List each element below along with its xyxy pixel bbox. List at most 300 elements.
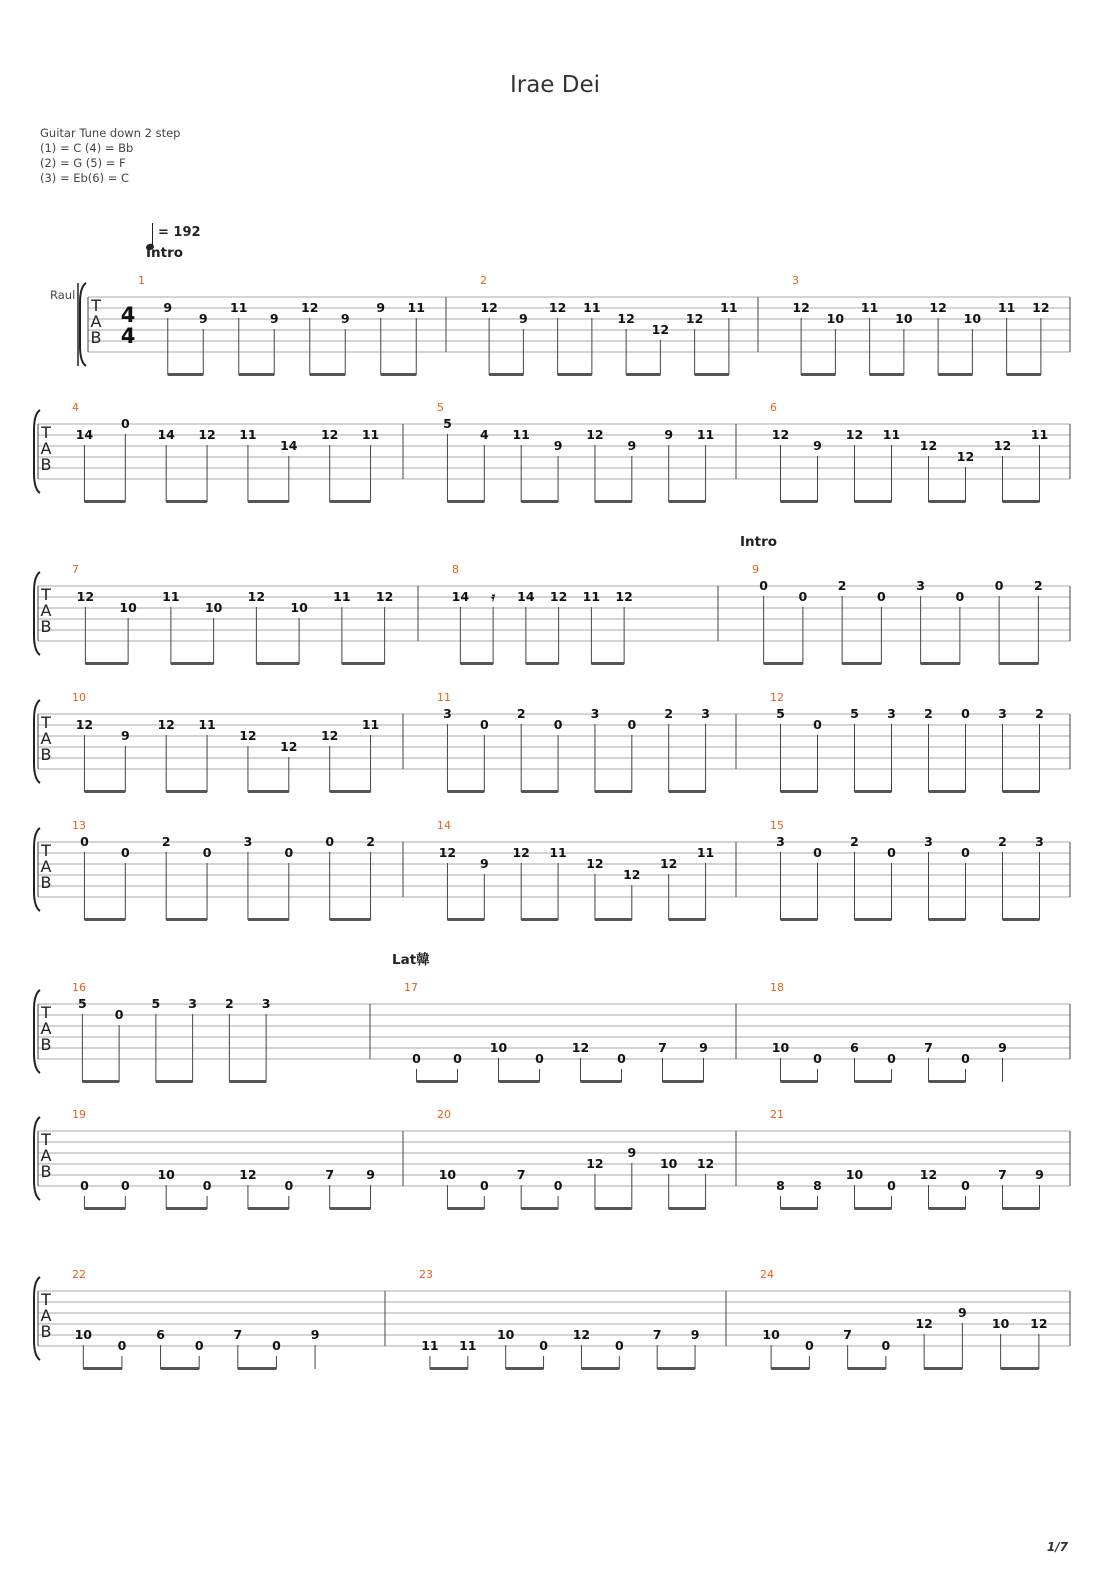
tab-clef-letter: A [40,439,52,458]
beam [842,662,881,665]
beam [161,1367,200,1370]
fret-number: 𝄿 [491,589,496,604]
fret-number: 10 [895,311,913,326]
tab-clef-letter: B [40,455,52,474]
beam [171,662,214,665]
fret-number: 0 [479,1178,489,1193]
track-name: Raul [50,288,76,302]
fret-number: 9 [340,311,350,326]
fret-number: 12 [623,867,641,882]
beam [595,500,632,503]
fret-number: 2 [924,706,933,721]
fret-number: 2 [664,706,674,721]
beam [83,1367,122,1370]
measure-number: 2 [480,274,487,287]
fret-number: 0 [453,1051,462,1066]
fret-number: 12 [480,300,498,315]
fret-number: 14 [157,427,175,442]
fret-number: 11 [239,427,257,442]
fret-number: 0 [887,845,896,860]
beam [238,1367,277,1370]
beam [447,1207,484,1210]
fret-number: 12 [696,1156,715,1171]
fret-number: 10 [771,1040,790,1055]
fret-number: 12 [301,300,319,315]
beam [84,918,125,921]
beam [521,500,558,503]
system-brace [34,572,40,655]
beam [1003,500,1040,503]
fret-number: 0 [553,1178,563,1193]
fret-number: 12 [586,427,604,442]
fret-number: 12 [586,1156,604,1171]
measure-number: 15 [770,819,784,832]
fret-number: 12 [239,1167,257,1182]
fret-number: 12 [320,728,339,743]
beam [855,790,892,793]
fret-number: 3 [590,706,600,721]
tab-clef-letter: B [40,617,52,636]
fret-number: 11 [421,1338,439,1353]
measure-number: 14 [437,819,451,832]
fret-number: 11 [198,717,216,732]
tab-clef-letter: B [90,328,102,347]
measure-number: 19 [72,1108,86,1121]
beam [921,662,960,665]
beam [764,662,803,665]
fret-number: 9 [813,438,822,453]
tab-clef-letter: T [41,1003,51,1022]
beam [781,918,818,921]
tab-clef-letter: B [40,873,52,892]
fret-number: 9 [627,1145,637,1160]
fret-number: 12 [247,589,266,604]
fret-number: 10 [157,1167,175,1182]
beam [801,373,835,376]
fret-number: 10 [204,600,223,615]
beam [1003,790,1040,793]
fret-number: 11 [459,1338,477,1353]
fret-number: 10 [119,600,137,615]
measure-number: 23 [419,1268,433,1281]
beam [506,1367,544,1370]
fret-number: 0 [202,1178,212,1193]
tab-clef-letter: T [41,841,51,860]
beam [248,918,289,921]
beam [381,373,417,376]
fret-number: 11 [333,589,351,604]
fret-number: 10 [845,1167,864,1182]
tab-clef-letter: B [40,1035,52,1054]
fret-number: 0 [887,1178,896,1193]
fret-number: 0 [813,1051,822,1066]
fret-number: 12 [549,589,568,604]
tab-clef-letter: A [40,1306,52,1325]
beam [695,373,729,376]
fret-number: 14 [280,438,298,453]
fret-number: 11 [162,589,180,604]
beam [929,1207,966,1210]
beam [781,500,818,503]
fret-number: 12 [1030,1316,1048,1331]
fret-number: 9 [310,1327,320,1342]
beam [521,790,558,793]
fret-number: 3 [443,706,452,721]
time-signature-bottom: 4 [120,324,136,348]
tuning-line: (1) = C (4) = Bb [40,141,134,155]
fret-number: 9 [998,1040,1007,1055]
beam [310,373,346,376]
fret-number: 7 [843,1327,852,1342]
beam [669,918,706,921]
fret-number: 9 [366,1167,375,1182]
fret-number: 3 [243,834,253,849]
beam [447,918,484,921]
beam [1003,1207,1040,1210]
fret-number: 12 [919,1167,938,1182]
fret-number: 0 [961,845,970,860]
fret-number: 0 [284,845,294,860]
measure-number: 6 [770,401,777,414]
fret-number: 12 [438,845,457,860]
beam [85,662,128,665]
fret-number: 11 [230,300,248,315]
beam [166,790,207,793]
beam [342,662,385,665]
fret-number: 12 [76,589,95,604]
fret-number: 0 [813,717,822,732]
beam [855,1080,892,1083]
measure-number: 7 [72,563,79,576]
fret-number: 11 [407,300,425,315]
fret-number: 5 [151,996,161,1011]
fret-number: 0 [798,589,808,604]
fret-number: 11 [1030,427,1049,442]
beam [999,662,1038,665]
fret-number: 11 [361,717,380,732]
fret-number: 9 [627,438,637,453]
tab-clef-letter: A [40,601,52,620]
fret-number: 0 [194,1338,204,1353]
beam [855,918,892,921]
fret-number: 4 [479,427,489,442]
fret-number: 9 [690,1327,700,1342]
fret-number: 3 [701,706,710,721]
beam [166,1207,207,1210]
fret-number: 2 [998,834,1007,849]
fret-number: 2 [516,706,526,721]
section-label: Intro [146,245,184,261]
beam [781,1207,818,1210]
fret-number: 6 [850,1040,859,1055]
fret-number: 0 [994,578,1004,593]
fret-number: 0 [961,1178,970,1193]
measure-number: 21 [770,1108,784,1121]
fret-number: 12 [239,728,257,743]
fret-number: 12 [512,845,530,860]
fret-number: 14 [517,589,535,604]
measure-number: 16 [72,981,86,994]
system-brace [34,410,40,493]
fret-number: 0 [813,845,822,860]
beam [330,1207,371,1210]
beam [771,1367,809,1370]
fret-number: 0 [539,1338,548,1353]
measure-number: 13 [72,819,86,832]
fret-number: 10 [991,1316,1010,1331]
beam [84,500,125,503]
time-signature-top: 4 [120,303,136,327]
measure-number: 11 [437,691,451,704]
fret-number: 11 [696,845,715,860]
fret-number: 10 [438,1167,457,1182]
beam [870,373,904,376]
fret-number: 0 [284,1178,294,1193]
beam [591,662,624,665]
fret-number: 2 [1034,578,1043,593]
fret-number: 0 [614,1338,624,1353]
tuning-line: (3) = Eb(6) = C [40,171,130,185]
fret-number: 12 [157,717,175,732]
tab-clef-letter: T [41,713,51,732]
fret-number: 0 [535,1051,544,1066]
fret-number: 12 [845,427,864,442]
fret-number: 10 [489,1040,508,1055]
tab-clef-letter: T [41,423,51,442]
fret-number: 9 [163,300,173,315]
fret-number: 2 [837,578,847,593]
beam [595,1207,632,1210]
fret-number: 0 [877,589,886,604]
beam [248,1207,289,1210]
fret-number: 0 [120,1178,130,1193]
beam [558,373,592,376]
fret-number: 12 [198,427,216,442]
beam [526,662,559,665]
fret-number: 6 [156,1327,165,1342]
fret-number: 12 [75,717,94,732]
fret-number: 12 [375,589,394,604]
fret-number: 3 [188,996,197,1011]
fret-number: 0 [961,706,970,721]
beam [229,1080,266,1083]
fret-number: 7 [325,1167,335,1182]
fret-number: 9 [269,311,279,326]
fret-number: 8 [776,1178,785,1193]
fret-number: 12 [919,438,938,453]
beam [595,790,632,793]
beam [521,918,558,921]
beam [855,1207,892,1210]
beam [330,500,371,503]
measure-number: 17 [404,981,418,994]
fret-number: 12 [915,1316,933,1331]
measure-number: 9 [752,563,759,576]
fret-number: 3 [776,834,785,849]
fret-number: 9 [376,300,386,315]
tab-clef-letter: A [40,857,52,876]
tab-clef-letter: A [40,729,52,748]
fret-number: 12 [571,1040,590,1055]
fret-number: 11 [720,300,738,315]
fret-number: 12 [548,300,567,315]
beam [248,790,289,793]
fret-number: 2 [161,834,171,849]
tempo-marking: = 192 [158,225,201,240]
fret-number: 3 [887,706,896,721]
fret-number: 11 [582,589,601,604]
fret-number: 0 [80,834,89,849]
beam [663,1080,704,1083]
beam [84,1207,125,1210]
fret-number: 0 [272,1338,281,1353]
beam [669,500,706,503]
fret-number: 7 [652,1327,662,1342]
fret-number: 12 [586,856,604,871]
fret-number: 3 [924,834,933,849]
measure-number: 18 [770,981,784,994]
beam [855,500,892,503]
tab-clef-letter: B [40,1322,52,1341]
tab-clef-letter: A [40,1146,52,1165]
beam [669,1207,706,1210]
fret-number: 9 [699,1040,708,1055]
measure-number: 10 [72,691,86,704]
fret-number: 9 [519,311,528,326]
fret-number: 9 [1035,1167,1044,1182]
fret-number: 11 [860,300,879,315]
fret-number: 2 [366,834,375,849]
beam [166,500,207,503]
page-number: 1/7 [1046,1540,1068,1554]
fret-number: 14 [75,427,94,442]
beam [256,662,299,665]
song-title: Irae Dei [509,72,601,98]
tab-clef-letter: T [41,1130,51,1149]
measure-number: 8 [452,563,459,576]
beam [168,373,204,376]
fret-number: 12 [685,311,704,326]
fret-number: 0 [961,1051,970,1066]
beam [84,790,125,793]
fret-number: 10 [496,1327,515,1342]
beam [82,1080,119,1083]
tab-clef-letter: T [41,1290,51,1309]
fret-number: 0 [117,1338,127,1353]
beam [929,918,966,921]
section-label: Lat韓 [392,952,430,968]
fret-number: 5 [776,706,785,721]
beam [447,790,484,793]
beam [581,1080,622,1083]
beam [417,1080,458,1083]
beam [430,1367,468,1370]
fret-number: 5 [443,416,452,431]
fret-number: 0 [759,578,768,593]
beam [669,790,706,793]
fret-number: 0 [617,1051,626,1066]
beam [929,790,966,793]
fret-number: 12 [993,438,1012,453]
measure-number: 1 [138,274,145,287]
fret-number: 0 [887,1051,896,1066]
beam [581,1367,619,1370]
beam [248,500,289,503]
fret-number: 11 [583,300,601,315]
measure-number: 3 [792,274,799,287]
beam [781,790,818,793]
fret-number: 10 [659,1156,678,1171]
fret-number: 0 [120,416,130,431]
section-label: Intro [740,534,778,550]
fret-number: 2 [1035,706,1044,721]
tab-clef-letter: T [91,296,101,315]
beam [499,1080,540,1083]
fret-number: 2 [850,834,859,849]
beam [166,918,207,921]
system-brace [34,990,40,1073]
fret-number: 11 [361,427,380,442]
fret-number: 12 [280,739,298,754]
beam [460,662,493,665]
fret-number: 3 [998,706,1007,721]
tuning-line: (2) = G (5) = F [40,156,126,170]
beam [1007,373,1041,376]
beam [330,918,371,921]
fret-number: 10 [963,311,982,326]
fret-number: 9 [664,427,674,442]
system-brace [34,700,40,783]
fret-number: 10 [74,1327,93,1342]
tab-clef-letter: B [40,1162,52,1181]
fret-number: 10 [826,311,845,326]
fret-number: 12 [651,322,670,337]
fret-number: 11 [696,427,715,442]
fret-number: 12 [792,300,810,315]
measure-number: 4 [72,401,79,414]
fret-number: 7 [233,1327,243,1342]
system-brace [34,1117,40,1200]
fret-number: 7 [924,1040,933,1055]
beam [848,1367,886,1370]
beam [521,1207,558,1210]
fret-number: 8 [813,1178,822,1193]
fret-number: 0 [325,834,335,849]
fret-number: 9 [479,856,489,871]
fret-number: 10 [290,600,308,615]
fret-number: 0 [805,1338,814,1353]
measure-number: 24 [760,1268,774,1281]
beam [626,373,660,376]
fret-number: 0 [627,717,637,732]
fret-number: 7 [658,1040,667,1055]
fret-number: 9 [198,311,208,326]
beam [938,373,972,376]
tab-clef-letter: T [41,585,51,604]
measure-number: 12 [770,691,784,704]
beam [1001,1367,1039,1370]
fret-number: 2 [225,996,234,1011]
fret-number: 0 [955,589,965,604]
measure-number: 22 [72,1268,86,1281]
fret-number: 7 [998,1167,1007,1182]
beam [1003,918,1040,921]
fret-number: 12 [659,856,678,871]
beam [447,500,484,503]
beam [924,1367,962,1370]
fret-number: 3 [1035,834,1044,849]
fret-number: 5 [850,706,859,721]
